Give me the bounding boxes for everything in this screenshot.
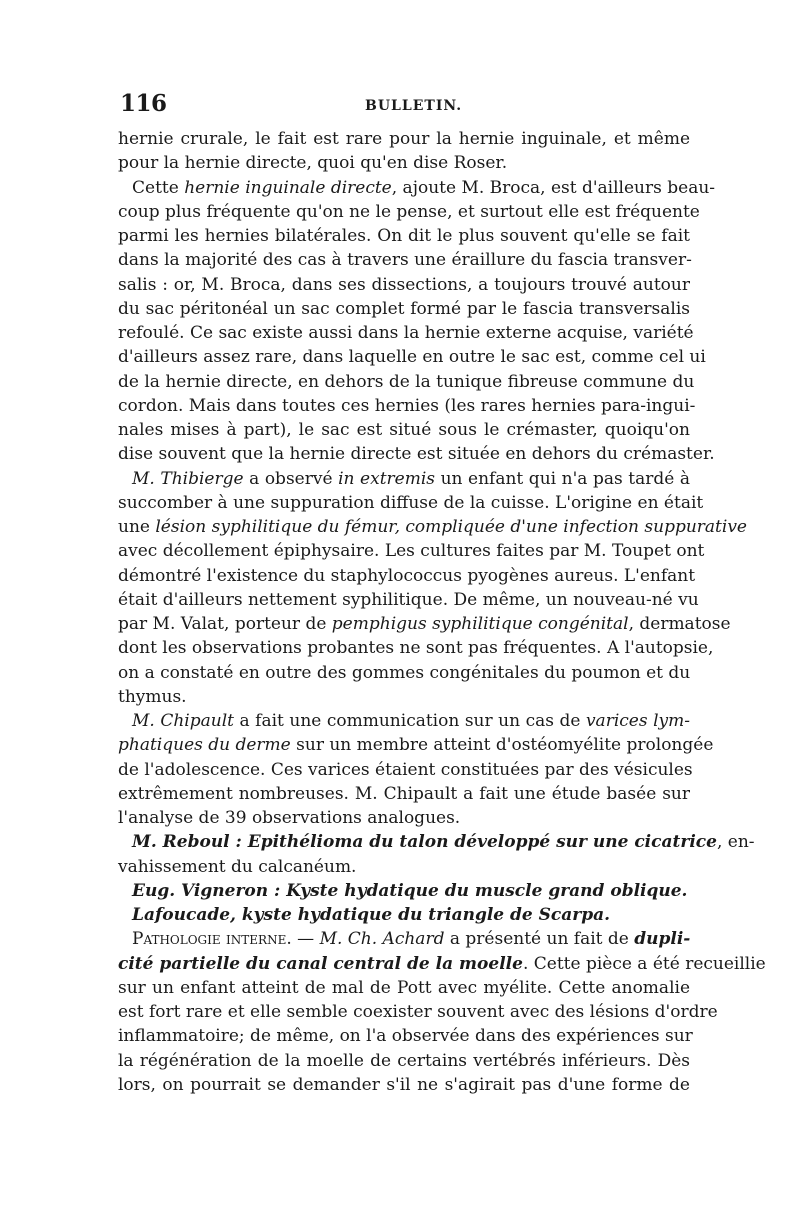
text-line [118, 588, 699, 612]
emphasis-run: pemphigus syphilitique congénital [331, 614, 629, 634]
text-run: . — [286, 929, 320, 950]
text-line [118, 685, 690, 709]
text-run: du sac péritonéal un sac complet formé par le fascia transversalis [118, 298, 690, 319]
text-run: par M. Valat, porteur de [118, 614, 332, 634]
text-run: succomber à une suppuration diffuse de la cuisse. L'origine en était [118, 492, 704, 513]
text-line [118, 394, 696, 418]
text-line [118, 345, 706, 369]
text-run: sur un enfant atteint de mal de Pott avec myélite. Cette anomalie [118, 977, 690, 998]
text-run: Cette [132, 177, 185, 198]
text-run: a présenté un fait de [444, 929, 635, 950]
emphasis-run: M. Chipault [132, 711, 234, 731]
page-number: 116 [120, 90, 167, 117]
text-run: extrêmement nombreuses. M. Chipault a fait une étude basée sur [118, 783, 690, 804]
text-run: , ajoute M. Broca, est d'ailleurs beau- [391, 177, 716, 198]
text-run: vahissement du calcanéum. [118, 856, 357, 877]
text-run: parmi les hernies bilatérales. On dit le plus souvent qu'elle se fait [118, 226, 690, 246]
text-line [118, 1049, 690, 1073]
text-run: l'analyse de 39 observations analogues. [118, 808, 461, 828]
text-run: , en- [716, 832, 755, 853]
text-line [118, 879, 690, 903]
running-head: BULLETIN. [365, 98, 463, 114]
text-run: de la hernie directe, en dehors de la tunique fibreuse commune du [118, 371, 695, 392]
text-line [118, 297, 690, 321]
text-line [118, 515, 747, 539]
text-line [118, 442, 715, 466]
text-run: hernie crurale, le fait est rare pour la hernie inguinale, et même [118, 129, 690, 149]
emphasis-run: hernie inguinale directe [184, 177, 392, 198]
text-line [118, 370, 695, 394]
text-run: dans la majorité des cas à travers une éraillure du fascia transver- [118, 250, 692, 271]
emphasis-run: M. Ch. Achard [319, 929, 445, 950]
text-run: la régénération de la moelle de certains vertébrés inférieurs. Dès [118, 1050, 690, 1071]
text-run: salis : or, M. Broca, dans ses dissections, a toujours trouvé autour [118, 274, 690, 295]
text-line [118, 418, 690, 442]
emphasis-run: Pathologie interne [132, 929, 287, 950]
text-run: dise souvent que la hernie directe est située en dehors du crémaster. [118, 444, 715, 465]
text-run: est fort rare et elle semble coexister souvent avec des lésions d'ordre [118, 1002, 718, 1022]
text-line [118, 1073, 690, 1097]
text-line [118, 467, 690, 491]
emphasis-run: M. Thibierge [132, 468, 244, 489]
text-line [118, 733, 714, 757]
text-run: sur un membre atteint d'ostéomyélite prolongée [290, 735, 714, 756]
text-line [118, 758, 693, 782]
text-line [118, 224, 690, 248]
text-run: inflammatoire; de même, on l'a observée dans des expériences sur [118, 1026, 693, 1047]
text-line [118, 200, 700, 224]
text-line [118, 151, 690, 175]
text-line [118, 176, 716, 200]
text-line [118, 612, 731, 636]
text-line [118, 855, 690, 879]
text-run: un enfant qui n'a pas tardé à [435, 468, 691, 489]
text-line [118, 273, 690, 297]
text-run: . Cette pièce a été recueillie [522, 953, 766, 974]
text-run: pour la hernie directe, quoi qu'en dise Roser. [118, 153, 508, 174]
text-run: cordon. Mais dans toutes ces hernies (les rares hernies para-ingui- [118, 395, 696, 416]
text-line [118, 903, 690, 927]
text-line [118, 491, 704, 515]
text-run: lors, on pourrait se demander s'il ne s'agirait pas d'une forme de [118, 1074, 690, 1095]
text-line [118, 806, 690, 830]
emphasis-run: M. Reboul : Epithélioma du talon développé sur une cicatrice [132, 832, 717, 853]
text-line [118, 927, 690, 951]
text-run: dont les observations probantes ne sont pas fréquentes. A l'autopsie, [118, 638, 714, 659]
text-line [118, 564, 696, 588]
text-run: a observé [243, 468, 339, 489]
emphasis-run: Eug. Vigneron : Kyste hydatique du muscle grand oblique. [132, 880, 688, 901]
text-line [118, 539, 705, 563]
text-line [118, 1024, 693, 1048]
text-run: une [118, 517, 156, 537]
text-run: a fait une communication sur un cas de [233, 711, 586, 731]
emphasis-run: in extremis [338, 468, 435, 489]
text-line [118, 636, 714, 660]
text-run: coup plus fréquente qu'on ne le pense, et surtout elle est fréquente [118, 201, 700, 222]
text-line [118, 1000, 718, 1024]
body-text [118, 127, 766, 1097]
text-line [118, 321, 694, 345]
emphasis-run: lésion syphilitique du fémur, compliquée d'une infection suppurative [155, 517, 747, 537]
emphasis-run: varices lym- [585, 711, 690, 731]
text-run: de l'adolescence. Ces varices étaient constituées par des vésicules [118, 759, 693, 780]
text-line [118, 976, 690, 1000]
emphasis-run: Lafoucade, kyste hydatique du triangle de Scarpa. [132, 905, 611, 925]
emphasis-run: cité partielle du canal central de la moelle [118, 953, 523, 974]
text-run: démontré l'existence du staphylococcus pyogènes aureus. L'enfant [118, 565, 696, 586]
text-run: avec décollement épiphysaire. Les cultures faites par M. Toupet ont [118, 541, 705, 562]
text-line [118, 661, 690, 685]
text-line [118, 782, 690, 806]
text-run: on a constaté en outre des gommes congénitales du poumon et du [118, 662, 691, 683]
text-run: , dermatose [628, 614, 731, 634]
text-run: thymus. [118, 686, 187, 707]
text-run: nales mises à part), le sac est situé sous le crémaster, quoiqu'on [118, 420, 690, 440]
text-run: d'ailleurs assez rare, dans laquelle en outre le sac est, comme cel ui [118, 347, 706, 368]
text-line [118, 248, 690, 272]
text-line [118, 952, 766, 976]
text-run: refoulé. Ce sac existe aussi dans la hernie externe acquise, variété [118, 323, 694, 343]
text-run: était d'ailleurs nettement syphilitique. De même, un nouveau-né vu [118, 589, 699, 610]
text-line [118, 127, 690, 151]
text-line [118, 709, 690, 733]
page-header [120, 90, 690, 118]
emphasis-run: phatiques du derme [118, 735, 291, 756]
emphasis-run: dupli- [634, 929, 691, 950]
text-line [118, 830, 755, 854]
